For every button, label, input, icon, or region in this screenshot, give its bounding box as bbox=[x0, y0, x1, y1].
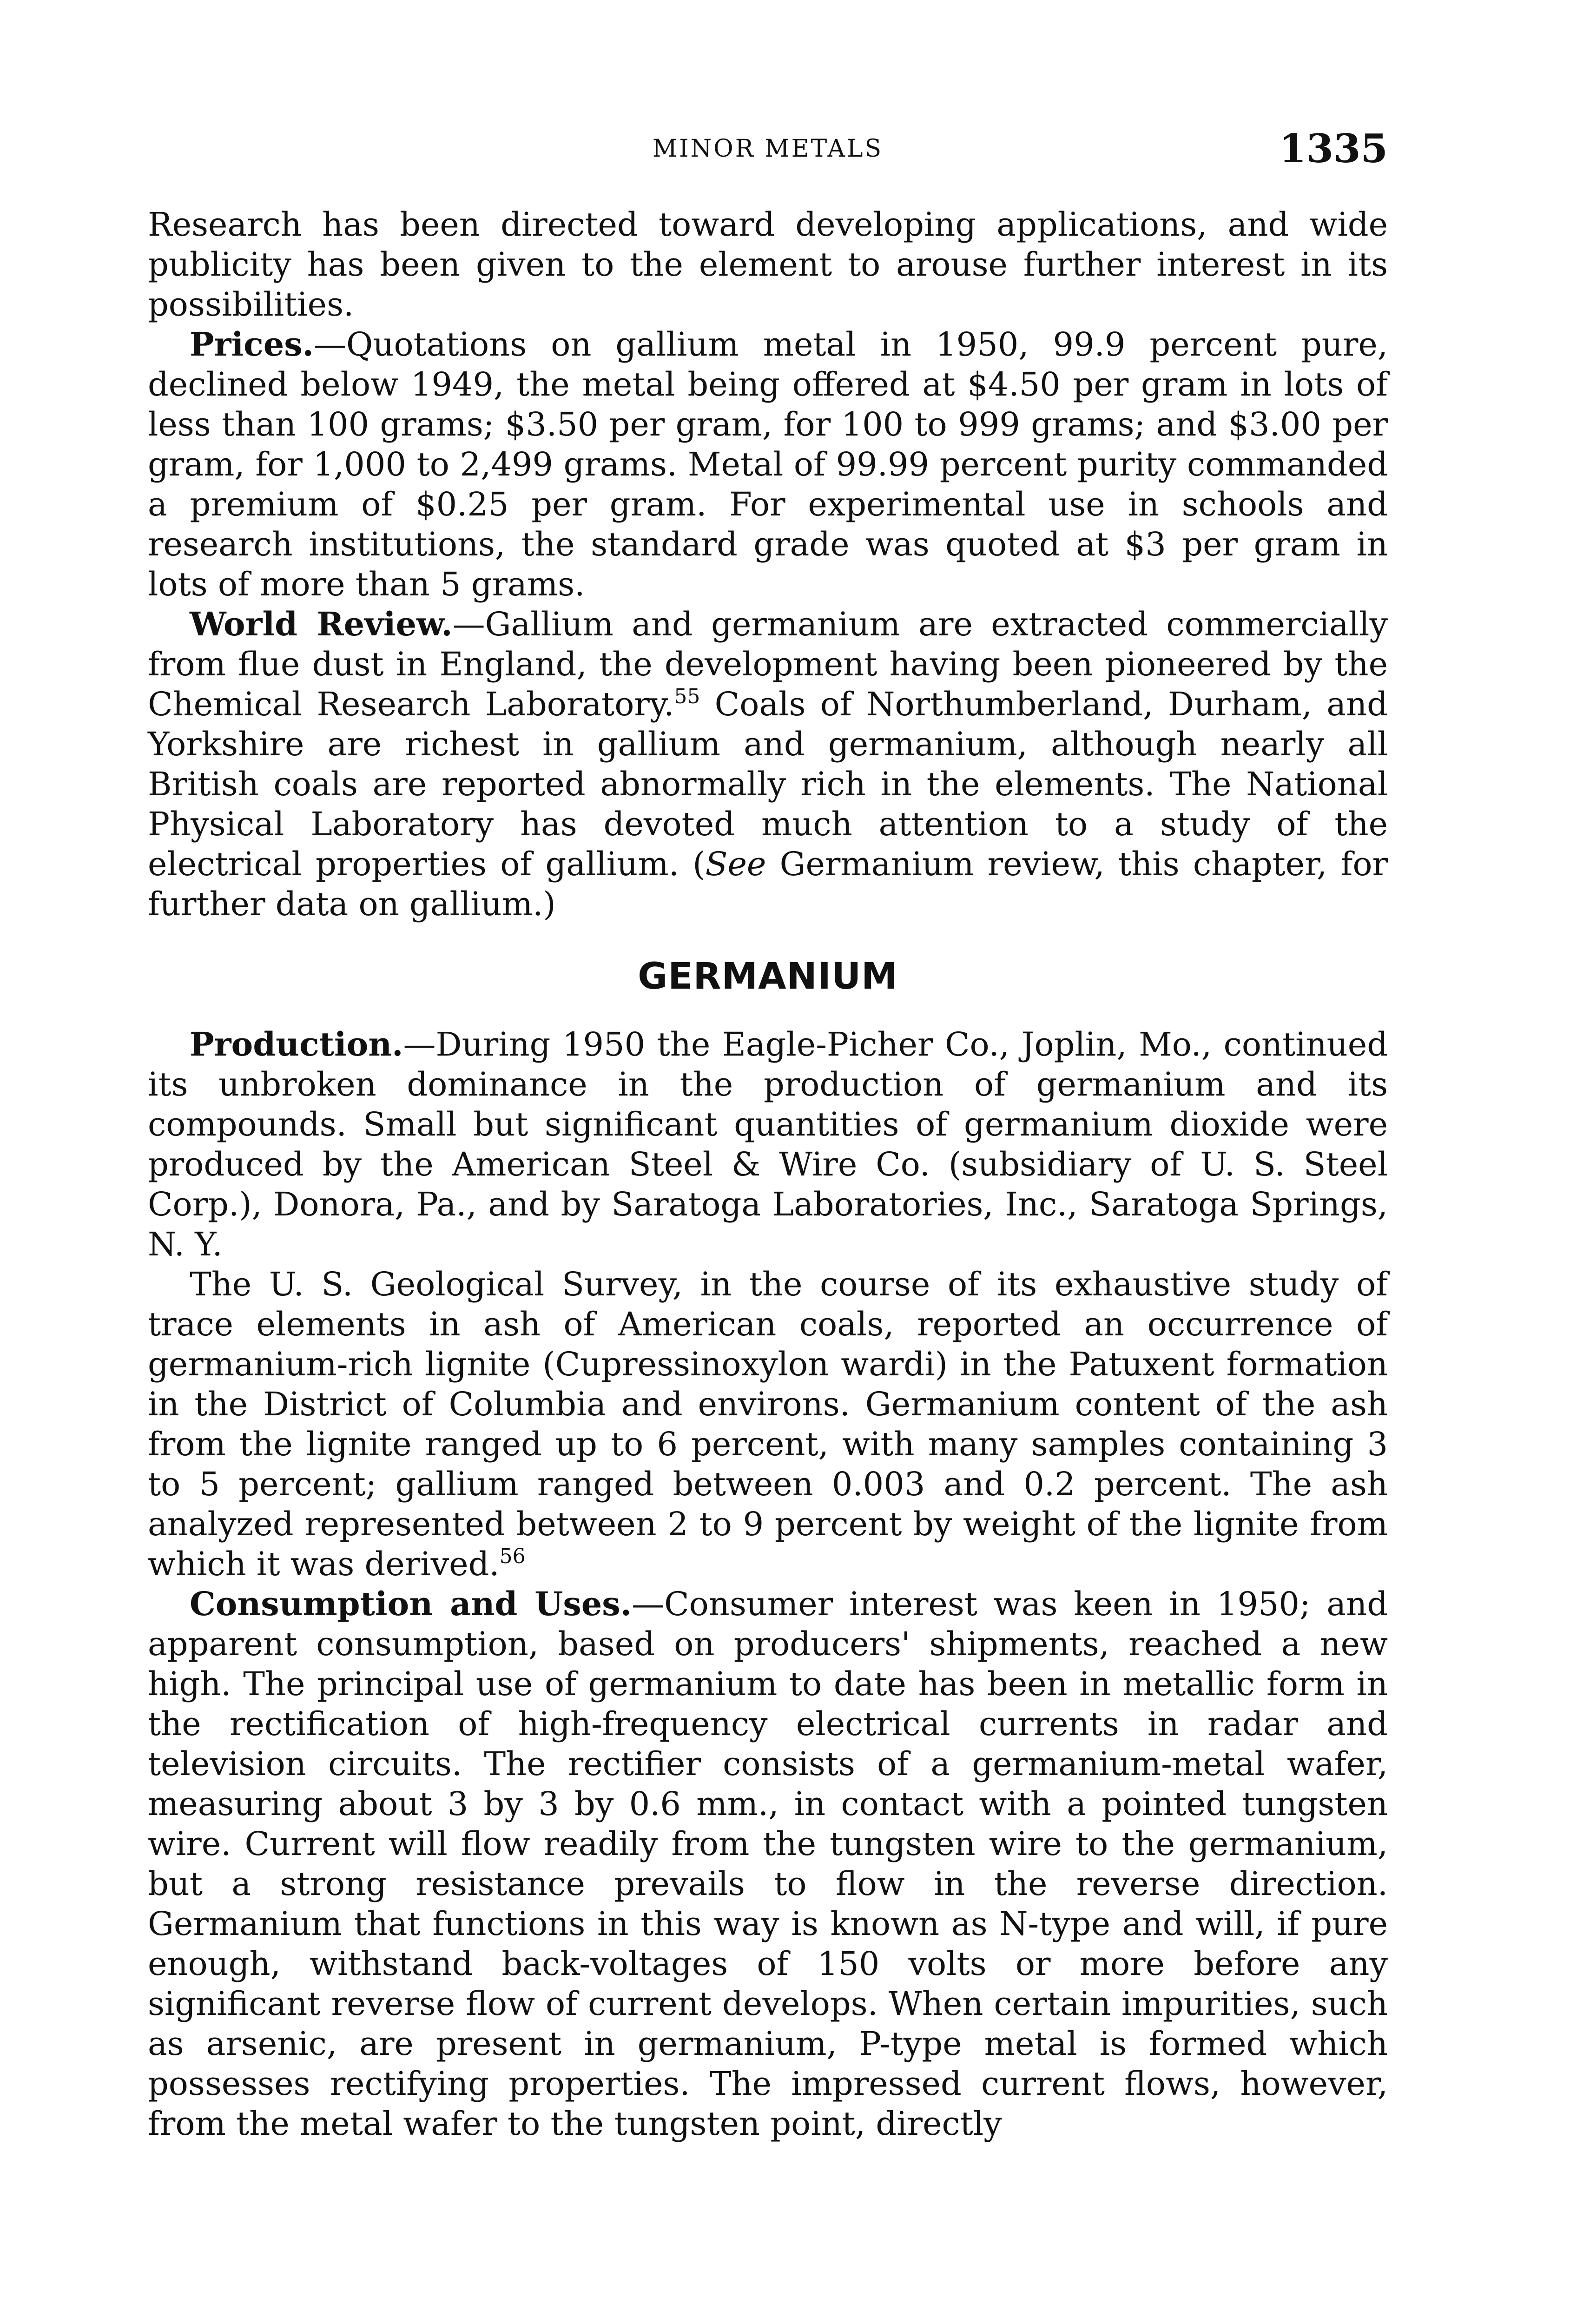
body-text bbox=[148, 205, 1388, 2144]
production-runin-heading: Production. bbox=[190, 1025, 403, 1063]
world-review-text-b: Coals of Northumberland, Durham, and Yorkshire are richest in gallium and germanium, although nearly all British coals are reported abnormally rich in the elements. The National Physical Laboratory has devoted much attention to a study of the electrical properties of gallium. ( bbox=[148, 685, 1388, 883]
consumption-paragraph bbox=[148, 1584, 1388, 2144]
world-review-paragraph bbox=[148, 604, 1388, 924]
world-review-text-c: Germanium review, this chapter, for further data on gallium.) bbox=[148, 845, 1388, 923]
see-italic: See bbox=[705, 845, 766, 883]
prices-paragraph bbox=[148, 324, 1388, 604]
production-text: —During 1950 the Eagle-Picher Co., Joplin, Mo., continued its unbroken dominance in the production of germanium and its compounds. Small but significant quantities of germanium dioxide were produced by the American Steel & Wire Co. (subsidiary of U. S. Steel Corp.), Donora, Pa., and by Saratoga Laboratories, Inc., Saratoga Springs, N. Y. bbox=[148, 1025, 1388, 1263]
intro-text: Research has been directed toward developing applications, and wide publicity has been given to the element to arouse further interest in its possibilities. bbox=[148, 205, 1388, 324]
footnote-ref-56: 56 bbox=[499, 1545, 526, 1568]
production-paragraph bbox=[148, 1024, 1388, 1264]
prices-text: —Quotations on gallium metal in 1950, 99.9 percent pure, declined below 1949, the metal being offered at $4.50 per gram in lots of less than 100 grams; $3.50 per gram, for 100 to 999 grams; and $3.00 per gram, for 1,000 to 2,499 grams. Metal of 99.99 percent purity commanded a premium of $0.25 per gram. For experimental use in schools and research institutions, the standard grade was quoted at $3 per gram in lots of more than 5 grams. bbox=[148, 325, 1388, 603]
running-header bbox=[148, 125, 1388, 177]
page-number: 1335 bbox=[1279, 125, 1388, 172]
section-heading-germanium: GERMANIUM bbox=[638, 956, 898, 997]
intro-paragraph bbox=[148, 205, 1388, 324]
consumption-runin-heading: Consumption and Uses. bbox=[190, 1585, 632, 1623]
consumption-text: —Consumer interest was keen in 1950; and apparent consumption, based on producers' shipments, reached a new high. The principal use of germanium to date has been in metallic form in the rectification of high-frequency electrical currents in radar and television circuits. The rectifier consists of a germanium-metal wafer, measuring about 3 by 3 by 0.6 mm., in contact with a pointed tungsten wire. Current will flow readily from the tungsten wire to the germanium, but a strong resistance prevails to flow in the reverse direction. Germanium that functions in this way is known as N-type and will, if pure enough, withstand back-voltages of 150 volts or more before any significant reverse flow of current develops. When certain impurities, such as arsenic, are present in germanium, P-type metal is formed which possesses rectifying properties. The impressed current flows, however, from the metal wafer to the tungsten point, directly bbox=[148, 1585, 1388, 2143]
prices-runin-heading: Prices. bbox=[190, 325, 314, 363]
footnote-ref-55: 55 bbox=[674, 685, 700, 708]
survey-paragraph bbox=[148, 1264, 1388, 1584]
running-title: MINOR METALS bbox=[652, 135, 884, 163]
world-review-runin-heading: World Review. bbox=[190, 605, 453, 643]
survey-text: The U. S. Geological Survey, in the course of its exhaustive study of trace elements in ash of American coals, reported an occurrence of germanium-rich lignite (Cupressinoxylon wardi) in the Patuxent formation in the District of Columbia and environs. Germanium content of the ash from the lignite ranged up to 6 percent, with many samples containing 3 to 5 percent; gallium ranged between 0.003 and 0.2 percent. The ash analyzed represented between 2 to 9 percent by weight of the lignite from which it was derived. bbox=[148, 1265, 1388, 1583]
world-review-text-a: —Gallium and germanium are extracted commercially from flue dust in England, the development having been pioneered by the Chemical Research Laboratory. bbox=[148, 605, 1388, 723]
